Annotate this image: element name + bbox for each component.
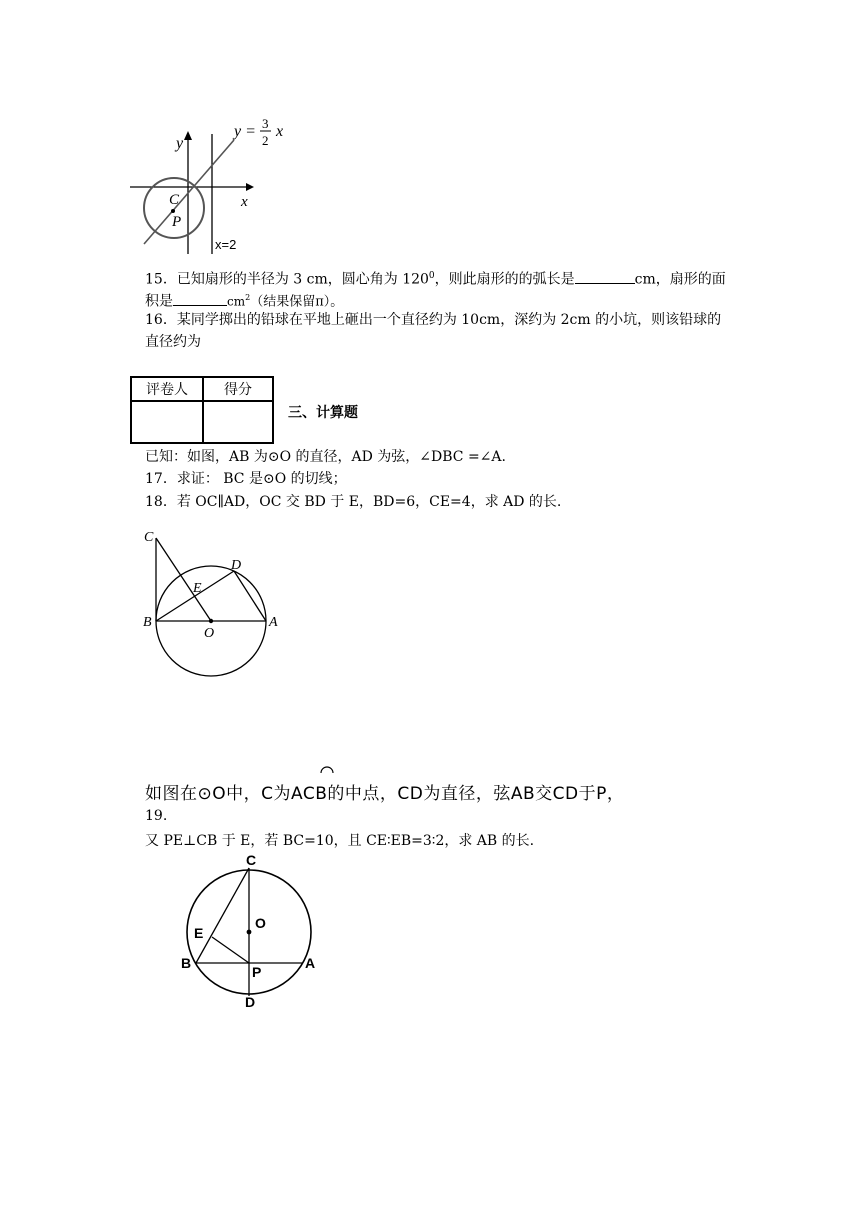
q19-banner: 如图在⊙O中，C为ACB的中点，CD为直径，弦AB交CD于P， [145,784,625,804]
y-axis-arrow-icon [184,131,192,140]
q15-line1: 15．已知扇形的半径为 3 cm，圆心角为 $120^0$，则此扇形的的弧长是 cm，扇形的面 [145,266,726,290]
y-axis-label: y [176,135,184,152]
label-o: O [204,626,215,641]
label-c: C [246,852,257,868]
label-a: A [269,615,278,630]
x-axis-label: x [241,194,248,210]
center-o-dot [209,619,213,623]
point-c-label: C [169,192,180,208]
q17-text: 17．求证： BC 是⊙O 的切线； [145,471,347,487]
label-d: D [231,558,242,573]
label-d: D [245,994,256,1010]
score-table-header-score: 得分 [203,377,273,401]
segment-co [156,538,211,621]
q15-line2: 积是 $cm^2$（结果保留π）。 [145,288,343,313]
score-table-score-cell[interactable] [203,401,273,443]
score-table-header-grader: 评卷人 [131,377,203,401]
equation-numerator: 3 [262,118,269,131]
label-o: O [255,915,266,931]
q19-figure [175,850,335,1010]
label-c: C [144,530,154,545]
arc-mark-icon [319,764,335,774]
q15-blank-arc[interactable] [575,269,635,284]
x-axis-arrow-icon [246,183,254,191]
label-b: B [181,955,192,971]
chord-cb [196,868,249,963]
label-e: E [194,925,204,941]
chord-da [234,571,266,621]
q19-number: 19. [145,808,168,824]
segment-pe [212,937,249,963]
center-dot [171,209,175,213]
slanted-line [144,140,234,244]
chord-bd [156,571,234,621]
label-a: A [305,955,316,971]
point-p-label: P [172,214,182,230]
label-b: B [143,615,152,630]
q15-blank-area[interactable] [173,291,227,306]
score-table-grader-cell[interactable] [131,401,203,443]
equation-denominator: 2 [262,133,269,148]
label-p: P [252,964,262,980]
q15-figure [120,118,300,260]
q18-figure [138,524,288,684]
center-o-dot [247,930,252,935]
score-table [130,376,274,444]
vline-label: x=2 [215,237,237,252]
equation-variable: x [276,123,284,140]
section-title: 三、计算题 [288,405,358,421]
given-text: 已知：如图，AB 为⊙O 的直径，AD 为弦，∠DBC =∠A. [145,449,506,465]
q16-line2: 直径约为 [145,334,201,350]
q16-line1: 16．某同学掷出的铅球在平地上砸出一个直径约为 10cm，深约为 2cm 的小坑，则该铅球的 [145,312,722,328]
label-e: E [193,581,202,596]
q18-text: 18．若 OC∥AD，OC 交 BD 于 E，BD=6，CE=4，求 AD 的长. [145,494,562,510]
q19-text: 又 PE⊥CB 于 E，若 BC=10，且 CE∶EB=3∶2，求 AB 的长. [145,833,535,849]
equation-prefix: y = [234,123,256,140]
